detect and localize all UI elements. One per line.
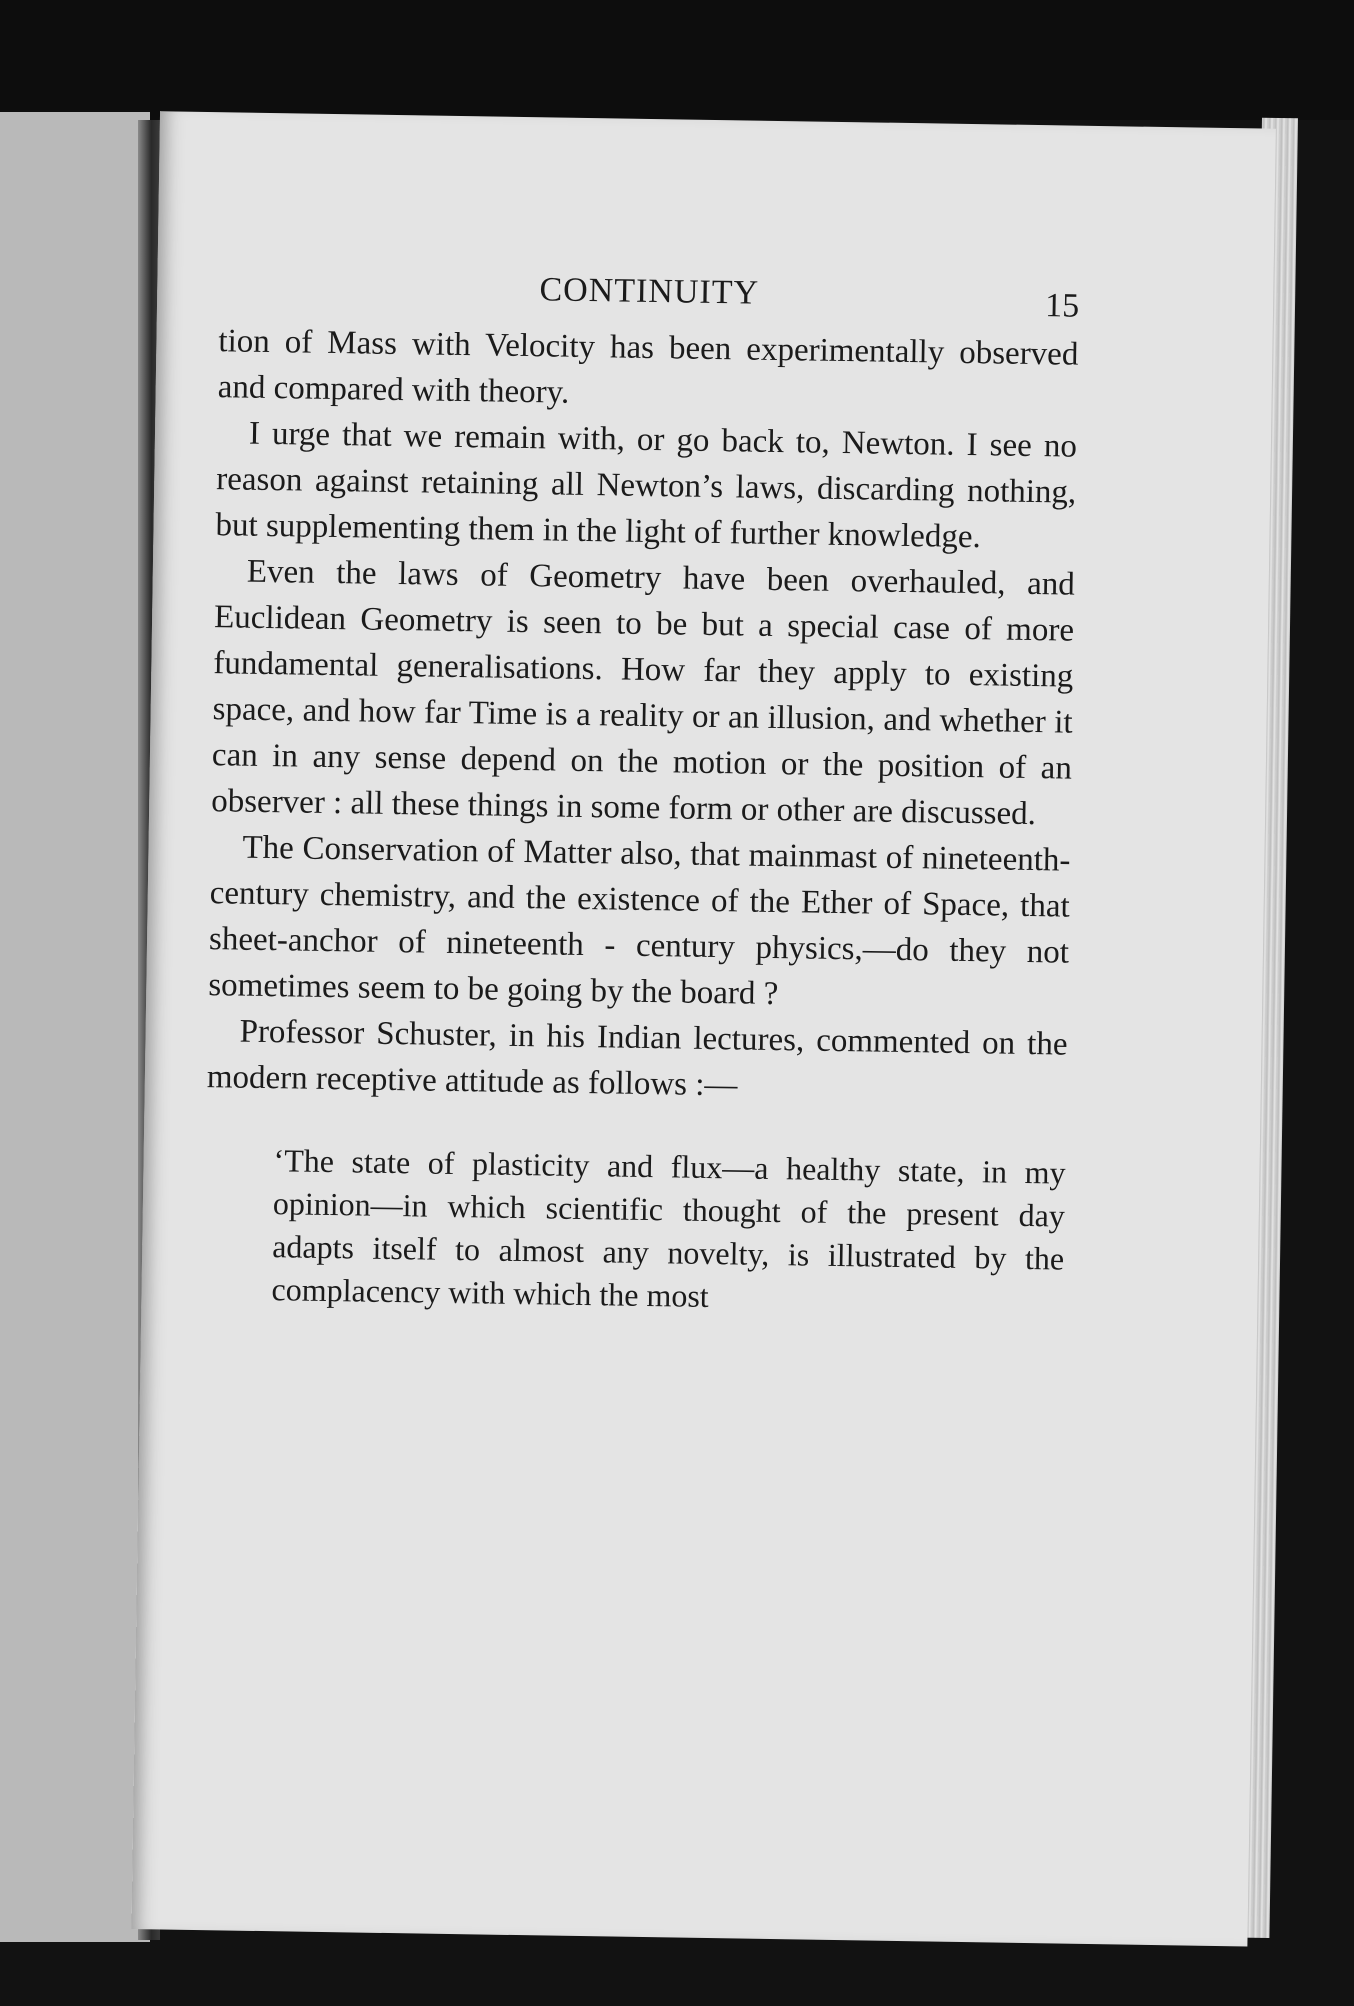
paragraph-1: tion of Mass with Velocity has been experimentally observed and compared with theory.: [217, 323, 1079, 411]
running-title: CONTINUITY: [539, 271, 760, 312]
facing-page-left: [0, 112, 150, 1942]
paragraph-3: Even the laws of Geometry have been overhauled, and Euclidean Geometry is seen to be but a special case of more fundamental generalisations. How far they apply to existing space, and how far Time is a reality or an illusion, and whether it can in any sense depend on the motion or the position of an observer : all these things in some form or other are discussed.: [210, 553, 1076, 833]
scan-background-top: [0, 0, 1354, 120]
paragraph-5: Professor Schuster, in his Indian lectures, commented on the modern receptive attitude as follows :—: [206, 1013, 1068, 1104]
block-quote: ‘The state of plasticity and flux—a healthy state, in my opinion—in which scientific thought of the present day adapts itself to almost any novelty, is illustrated by the complacency with which the most: [271, 1142, 1066, 1314]
page-content: [203, 262, 1079, 1323]
paragraph-2: I urge that we remain with, or go back to, Newton. I see no reason against retaining all Newton’s laws, discarding nothing, but supplementing them in the light of further knowledge.: [215, 415, 1078, 556]
page-number: 15: [1044, 287, 1080, 325]
book-page: [132, 111, 1276, 1946]
paragraph-4: The Conservation of Matter also, that mainmast of nineteenth-century chemistry, and the existence of the Ether of Space, that sheet-anchor of nineteenth - century physics,—do they not sometimes seem to be going by the board ?: [208, 829, 1071, 1013]
